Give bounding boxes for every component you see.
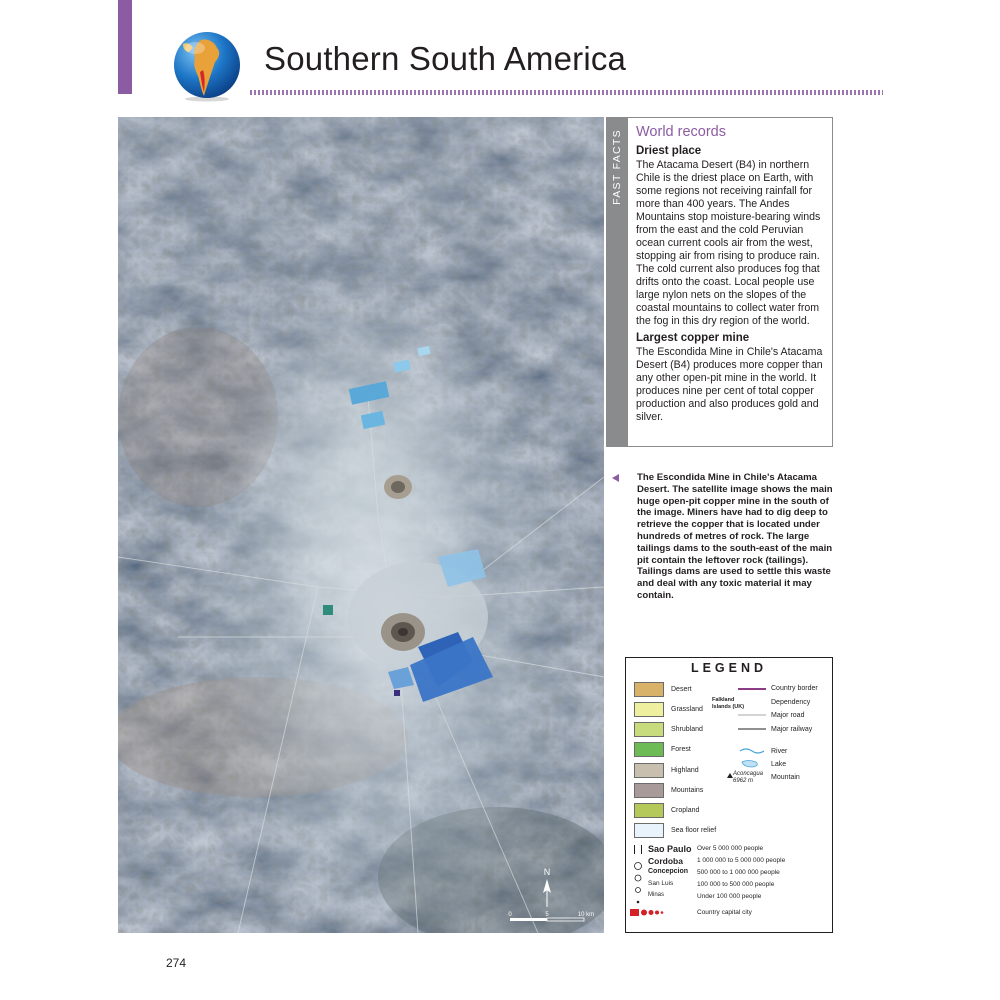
fast-facts-tab-label: FAST FACTS (611, 129, 623, 205)
legend-swatch (634, 763, 664, 778)
scale-label-5: 5 (545, 912, 549, 918)
section-color-bar (118, 0, 132, 94)
legend-dependency: Dependency (771, 699, 811, 706)
legend-swatch (634, 823, 664, 838)
legend-city-name: Sao Paulo (648, 844, 692, 854)
legend-dependency-sample: Falkland Islands (UK) (712, 697, 745, 710)
legend-land-label: Sea floor relief (671, 827, 717, 834)
legend-land-label: Grassland (671, 706, 703, 713)
legend-land-label: Forest (671, 746, 691, 753)
legend-swatch (634, 722, 664, 737)
legend-mountain-sample: Aconcagua 6962 m (733, 771, 764, 784)
north-label: N (543, 867, 551, 877)
page-number: 274 (166, 956, 187, 970)
legend-title: LEGEND (690, 661, 768, 675)
legend-land-label: Shrubland (671, 726, 703, 733)
legend-mountain: Mountain (771, 774, 800, 781)
legend-capital-label: Country capital city (697, 909, 752, 916)
legend-city-population: 500 000 to 1 000 000 people (697, 869, 780, 876)
legend-swatch (634, 682, 664, 697)
legend-city-population: 1 000 000 to 5 000 000 people (697, 857, 786, 864)
legend-major-railway: Major railway (771, 726, 813, 733)
scale-bar-segment (510, 918, 547, 921)
legend-country-border: Country border (771, 685, 818, 692)
legend-land-label: Cropland (671, 807, 700, 814)
page-title: Southern South America (264, 40, 627, 77)
capital-symbol-icon (630, 909, 639, 916)
legend-swatch (634, 803, 664, 818)
legend-land-label: Desert (671, 686, 692, 693)
legend-city-population: Over 5 000 000 people (697, 845, 764, 852)
city-symbol-under-100k (637, 901, 640, 904)
legend-city-name: Concepcion (648, 868, 689, 875)
lake-symbol (742, 761, 757, 768)
city-symbol-500k-1m (635, 875, 641, 881)
fact-title-copper: Largest copper mine (636, 332, 750, 344)
legend-swatch (634, 783, 664, 798)
legend-swatch (634, 702, 664, 717)
image-caption: The Escondida Mine in Chile's Atacama Desert. The satellite image shows the main huge open-pit copper mine in the south of the image. Miners have had to dig deep to retrieve the copper that is located under hundreds of metres of rock. The large tailings dams to the south-east of the main pit contain the leftover rock (tailings). Tailings dams are used to settle this waste and deal with any toxic material it may contain. (637, 472, 833, 601)
legend-land-label: Mountains (671, 787, 704, 794)
legend-city-name: Minas (648, 892, 665, 898)
river-symbol (740, 749, 764, 753)
scale-label-10: 10 km (577, 912, 595, 918)
scale-label-0: 0 (508, 912, 512, 918)
globe-south-america-icon (171, 30, 243, 102)
fast-facts-content (636, 124, 830, 428)
fast-facts-heading: World records (636, 124, 726, 140)
city-symbol-over-5m (634, 845, 635, 854)
legend-land-label: Highland (671, 767, 699, 774)
fact-title-driest: Driest place (636, 145, 702, 157)
legend-city-name: San Luis (648, 880, 674, 887)
city-symbol-1m-5m (635, 863, 642, 870)
fact-text-copper: The Escondida Mine in Chile's Atacama Desert (B4) produces more copper than any other open-pit mine in the world. It produces nine per cent of total copper production and also produces gold and silver. (636, 346, 823, 423)
city-symbol-100k-500k (636, 888, 641, 893)
legend-swatch (634, 742, 664, 757)
legend-city-population: Under 100 000 people (697, 893, 762, 900)
satellite-image (118, 117, 604, 933)
caption-pointer-icon (612, 474, 619, 482)
title-underline (250, 90, 883, 95)
legend-river: River (771, 748, 788, 755)
legend-city-name: Cordoba (648, 856, 683, 866)
legend-city-population: 100 000 to 500 000 people (697, 881, 775, 888)
legend-lake: Lake (771, 761, 787, 768)
fact-text-driest: The Atacama Desert (B4) in northern Chile is the driest place on Earth, with some regions not receiving rainfall for more than 400 years. The Andes Mountains stop moisture-bearing winds from the east and the cold Peruvian ocean current cools air from the west, stopping air from rising to produce rain. The cold current also produces fog that drifts onto the coast. Local people use large nylon nets on the slopes of the coastal mountains to collect water from the fog in this dry region of the world. (636, 159, 821, 327)
legend-major-road: Major road (771, 712, 805, 719)
